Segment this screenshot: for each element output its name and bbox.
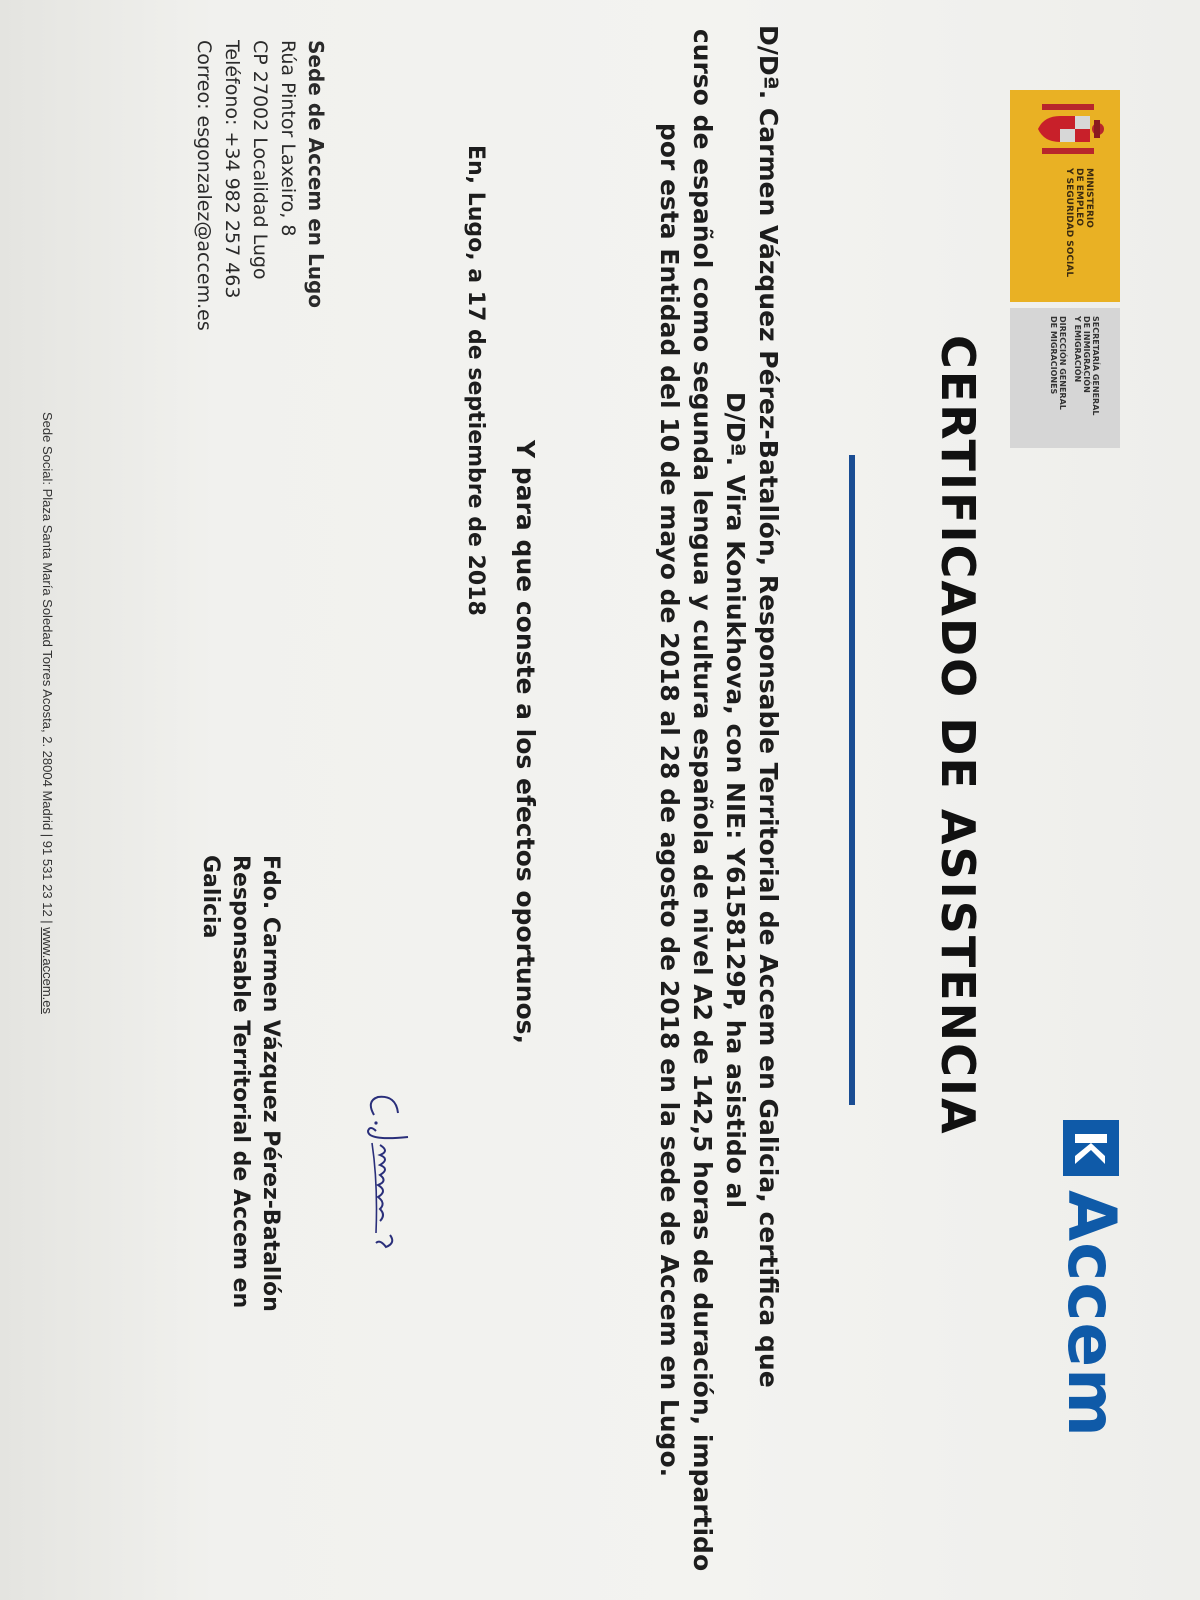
certifier-statement: D/Dª. Carmen Vázquez Pérez-Batallón, Responsable Territorial de Accem en Galicia, certifica que bbox=[754, 25, 783, 1388]
secretaria-line: Y EMIGRACIÓN bbox=[1073, 316, 1082, 383]
office-email: Correo: esgonzalez@accem.es bbox=[193, 40, 215, 331]
secretaria-name bbox=[1049, 316, 1100, 444]
attendee-statement: D/Dª. Vira Koniukhova, con NIE: Y6158129P, ha asistido al bbox=[721, 391, 750, 1209]
handwritten-signature bbox=[340, 1085, 420, 1285]
office-postal-code: CP 27002 Localidad Lugo bbox=[249, 40, 271, 280]
page-footer bbox=[40, 412, 55, 1014]
office-address: Rúa Pintor Laxeiro, 8 bbox=[277, 40, 299, 237]
office-address-block bbox=[190, 40, 330, 331]
accem-mark-icon bbox=[1064, 1120, 1120, 1176]
direccion-line: DIRECCIÓN GENERAL bbox=[1058, 316, 1067, 410]
office-phone: Teléfono: +34 982 257 463 bbox=[221, 40, 243, 299]
accem-logo bbox=[1053, 1120, 1130, 1438]
signatory-block bbox=[195, 855, 285, 1355]
signatory-role: Responsable Territorial de Accem en Galicia bbox=[198, 855, 253, 1309]
title-underline bbox=[849, 455, 855, 1105]
issue-date: En, Lugo, a 17 de septiembre de 2018 bbox=[463, 145, 488, 616]
ministry-name bbox=[1064, 168, 1094, 298]
signatory-name: Fdo. Carmen Vázquez Pérez-Batallón bbox=[258, 855, 283, 1312]
ministry-line: DE EMPLEO bbox=[1074, 168, 1084, 226]
secretaria-line: SECRETARÍA GENERAL bbox=[1091, 316, 1100, 416]
course-description: curso de español como segunda lengua y cultura española de nivel A2 de 142,5 horas de duración, impartido por esta Entidad del 10 de mayo de 2018 al 28 de agosto de 2018 en la sede de Accem en Lugo. bbox=[655, 28, 717, 1572]
accem-wordmark: Accem bbox=[1053, 1190, 1130, 1438]
office-title: Sede de Accem en Lugo bbox=[304, 40, 328, 309]
footer-text: Sede Social: Plaza Santa María Soledad Torres Acosta, 2. 28004 Madrid | 91 531 23 12 | bbox=[40, 412, 55, 928]
footer-website-link[interactable]: www.accem.es bbox=[40, 927, 55, 1014]
direccion-line: DE MIGRACIONES bbox=[1049, 316, 1058, 395]
ministry-line: MINISTERIO bbox=[1084, 168, 1094, 228]
secretaria-line: DE INMIGRACIÓN bbox=[1082, 316, 1091, 393]
ministry-logo-block bbox=[1010, 90, 1120, 302]
page-title: CERTIFICADO DE ASISTENCIA bbox=[931, 335, 985, 1136]
secretaria-logo-block bbox=[1010, 308, 1120, 448]
ministry-line: Y SEGURIDAD SOCIAL bbox=[1064, 168, 1074, 278]
certificate-body bbox=[653, 25, 785, 1575]
government-logo bbox=[1010, 90, 1120, 448]
closing-statement: Y para que conste a los efectos oportunos, bbox=[511, 440, 540, 1045]
coat-of-arms-icon bbox=[1028, 100, 1108, 158]
